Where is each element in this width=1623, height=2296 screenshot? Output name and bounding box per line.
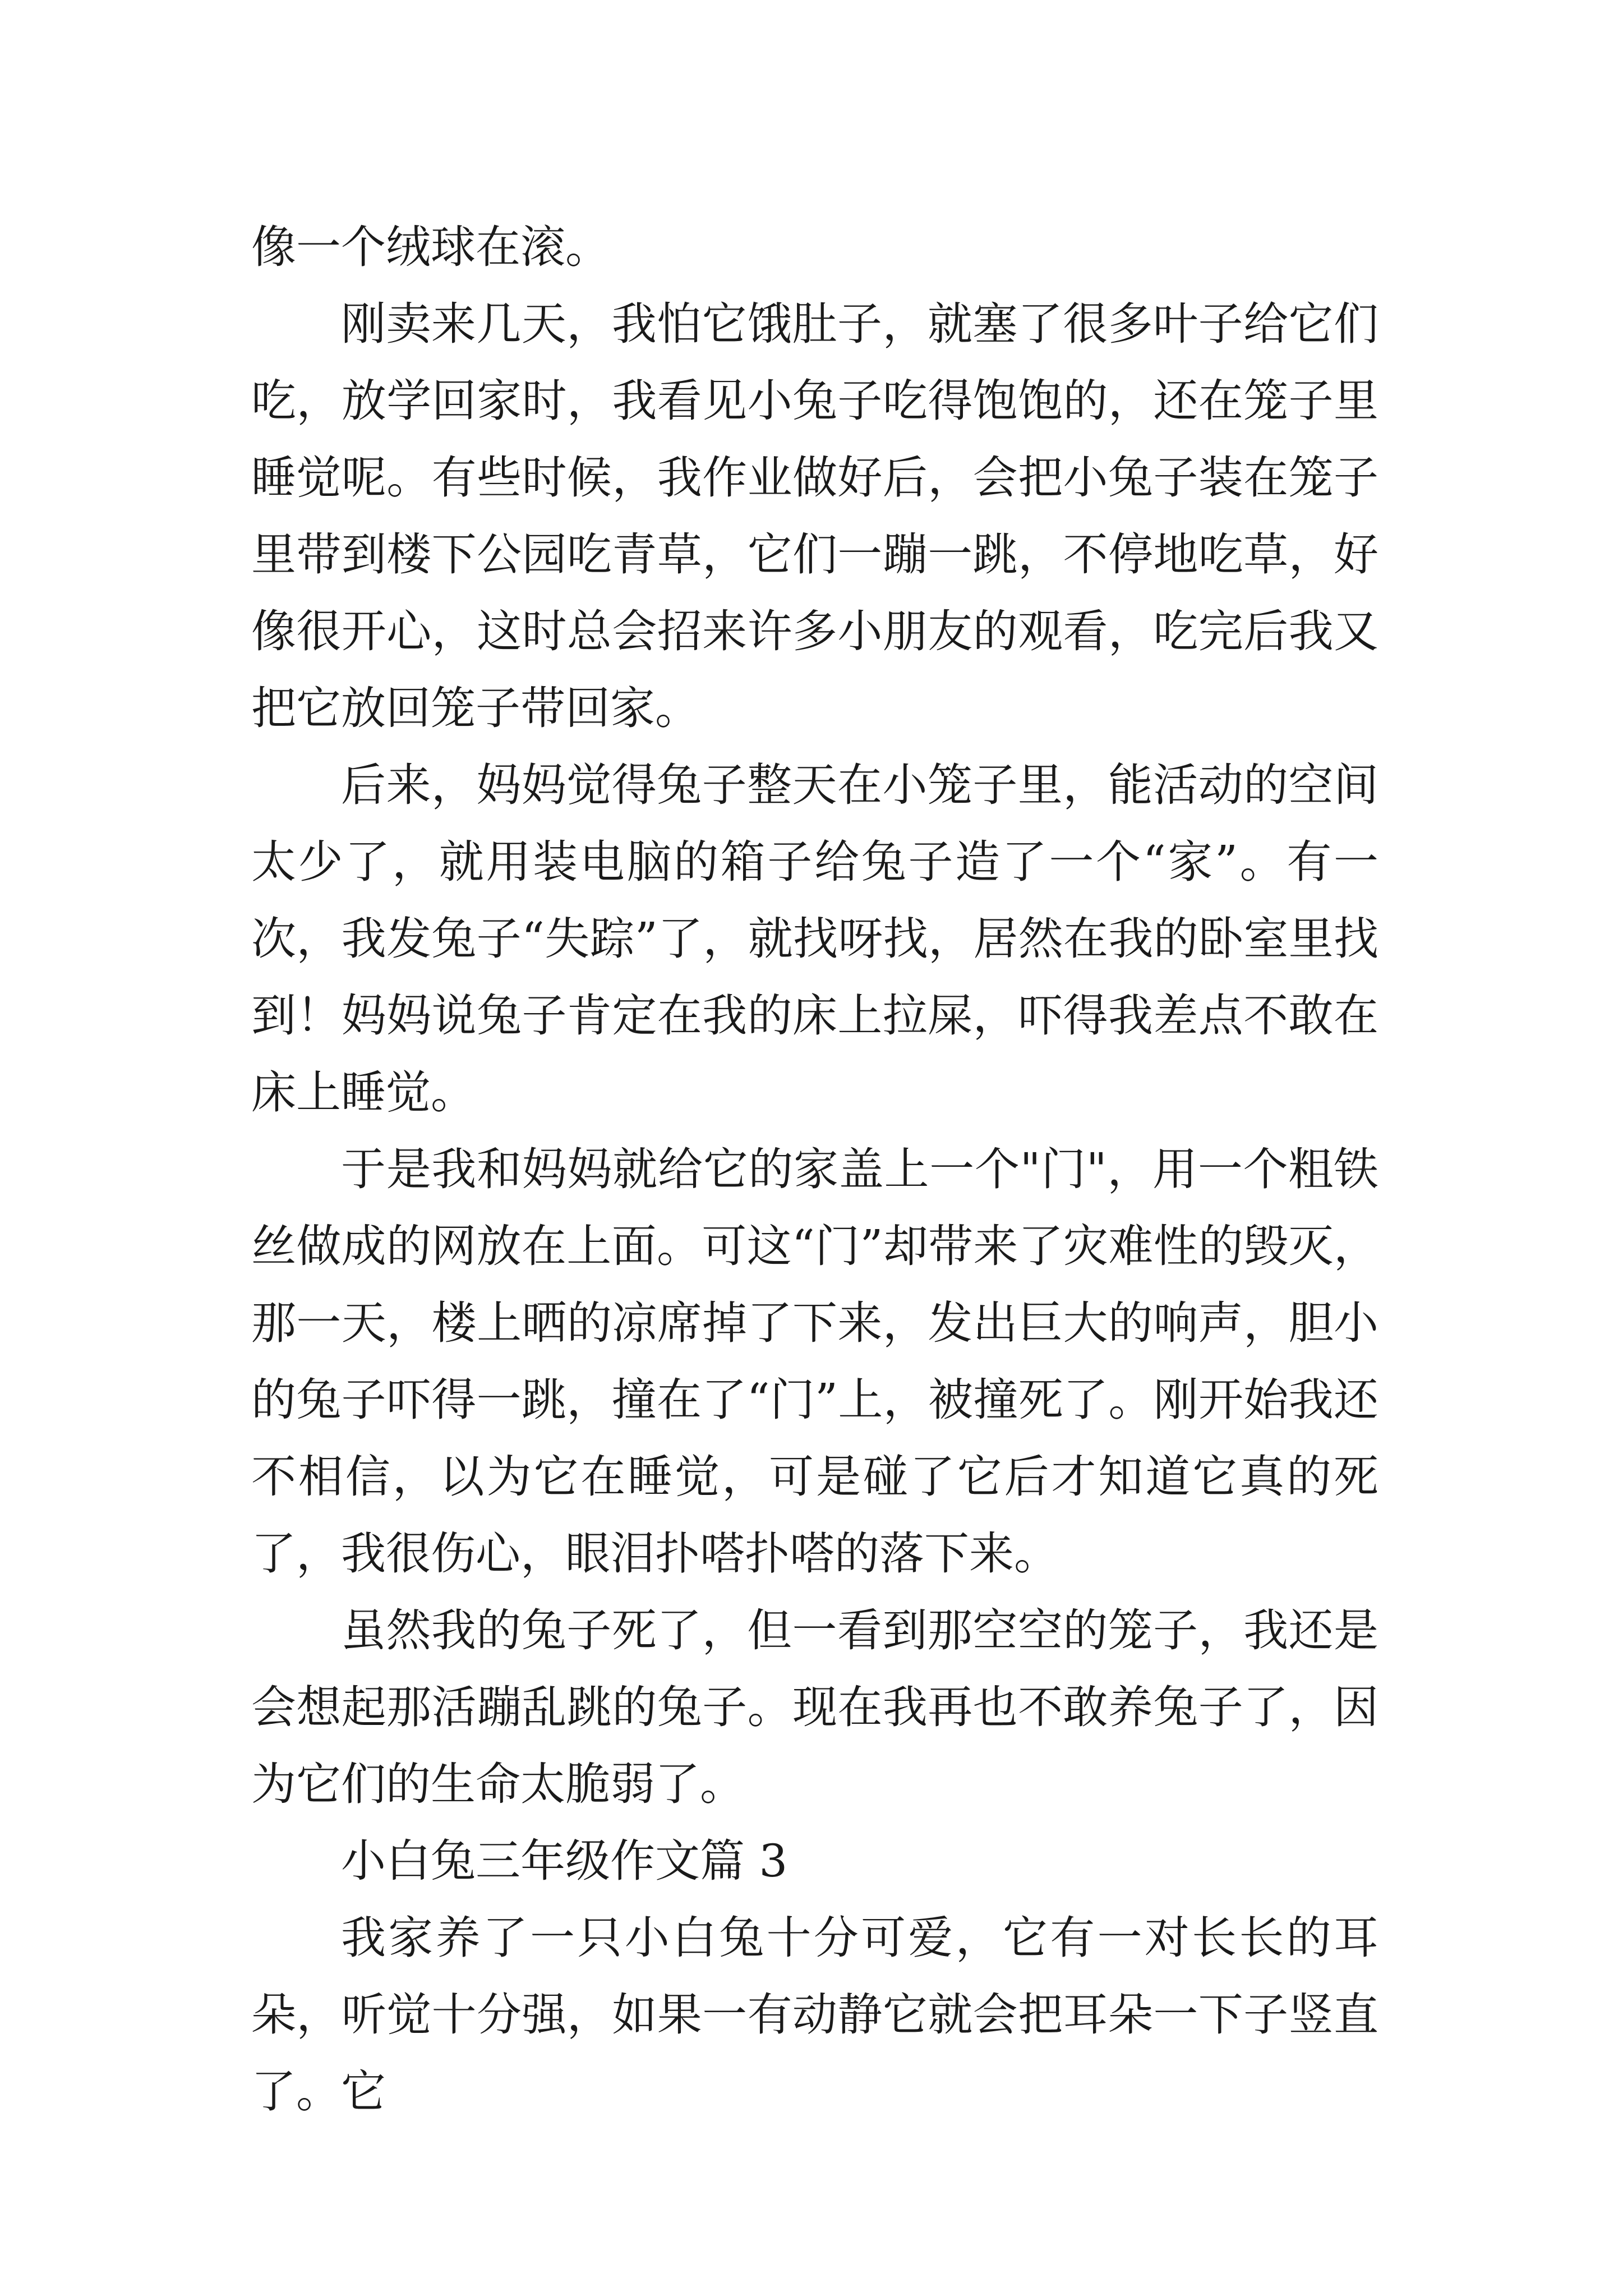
paragraph: 刚卖来几天，我怕它饿肚子，就塞了很多叶子给它们吃，放学回家时，我看见小兔子吃得饱饱的，还在笼子里睡觉呢。有些时候，我作业做好后，会把小兔子装在笼子里带到楼下公园吃青草，它们一蹦一跳，不停地吃草，好像很开心，这时总会招来许多小朋友的观看，吃完后我又把它放回笼子带回家。: [251, 298, 1378, 734]
paragraph: 像一个绒球在滚。: [251, 221, 610, 273]
body-text: [251, 209, 1378, 2130]
section-heading: 小白兔三年级作文篇 3: [341, 1835, 788, 1887]
paragraph: 后来，妈妈觉得兔子整天在小笼子里，能活动的空间太少了，就用装电脑的箱子给兔子造了一个“家”。有一次，我发兔子“失踪”了，就找呀找，居然在我的卧室里找到！妈妈说兔子肯定在我的床上拉屎，吓得我差点不敢在床上睡觉。: [251, 759, 1378, 1119]
paragraph: 虽然我的兔子死了，但一看到那空空的笼子，我还是会想起那活蹦乱跳的兔子。现在我再也不敢养兔子了，因为它们的生命太脆弱了。: [251, 1604, 1378, 1810]
paragraph: 我家养了一只小白兔十分可爱，它有一对长长的耳朵，听觉十分强，如果一有动静它就会把耳朵一下子竖直了。它: [251, 1912, 1378, 2118]
paragraph: 于是我和妈妈就给它的家盖上一个"门"，用一个粗铁丝做成的网放在上面。可这“门”却带来了灾难性的毁灭，那一天，楼上晒的凉席掉了下来，发出巨大的响声，胆小的兔子吓得一跳，撞在了“门”上，被撞死了。刚开始我还不相信，以为它在睡觉，可是碰了它后才知道它真的死了，我很伤心，眼泪扑嗒扑嗒的落下来。: [251, 1143, 1378, 1580]
